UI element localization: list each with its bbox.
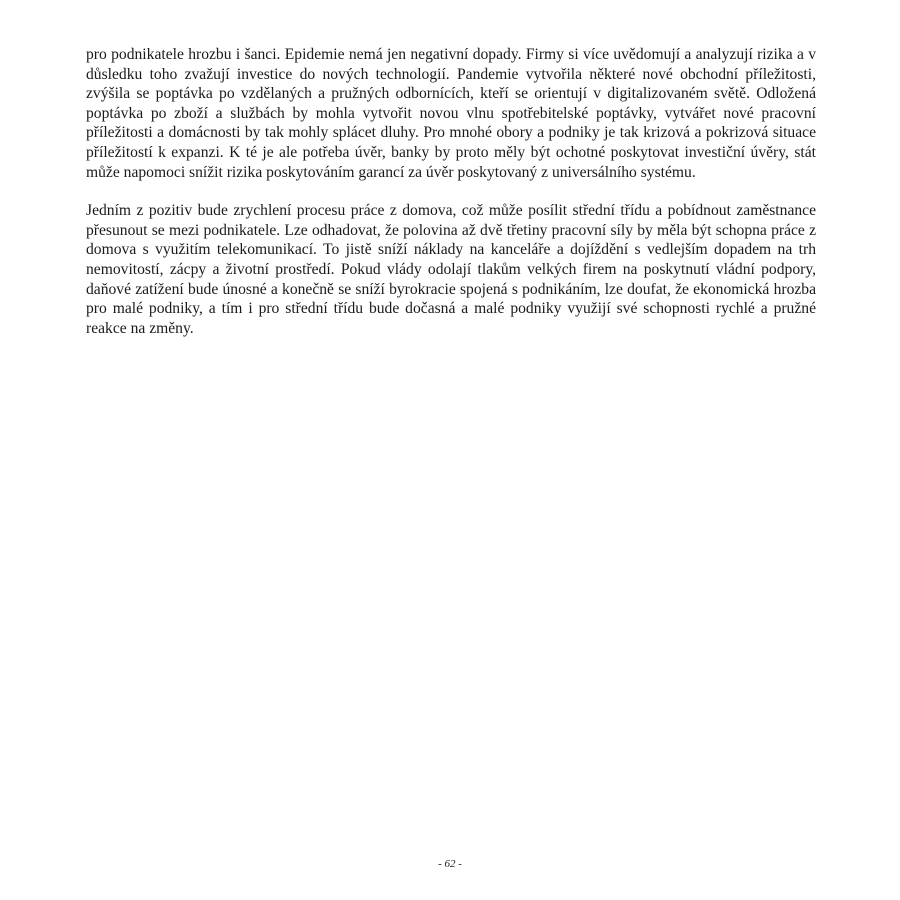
body-text xyxy=(86,45,816,338)
page-number: - 62 - xyxy=(438,858,462,870)
paragraph: pro podnikatele hrozbu i šanci. Epidemie nemá jen negativní dopady. Firmy si více uvědomují a analyzují rizika a v důsledku toho zvažují investice do nových technologií. Pandemie vytvořila některé nové obchodní příležitosti, zvýšila se poptávka po vzdělaných a pružných odbornících, kteří se orientují v digitalizovaném světě. Odložená poptávka po zboží a službách by mohla vytvořit novou vlnu spotřebitelské poptávky, vytvářet nové pracovní příležitosti a domácnosti by tak mohly splácet dluhy. Pro mnohé obory a podniky je tak krizová a pokrizová situace příležitostí k expanzi. K té je ale potřeba úvěr, banky by proto měly být ochotné poskytovat investiční úvěry, stát může napomoci snížit rizika poskytováním garancí za úvěr poskytovaný z universálního systému. xyxy=(86,46,816,181)
paragraph: Jedním z pozitiv bude zrychlení procesu práce z domova, což může posílit střední třídu a pobídnout zaměstnance přesunout se mezi podnikatele. Lze odhadovat, že polovina až dvě třetiny pracovní síly by měla být schopna práce z domova s využitím telekomunikací. To jistě sníží náklady na kanceláře a dojíždění s vedlejším dopadem na trh nemovitostí, zácpy a životní prostředí. Pokud vlády odolají tlakům velkých firem na poskytnutí vládní podpory, daňové zatížení bude únosné a konečně se sníží byrokracie spojená s podnikáním, lze doufat, že ekonomická hrozba pro malé podniky, a tím i pro střední třídu bude dočasná a malé podniky využijí své schopnosti rychlé a pružné reakce na změny. xyxy=(86,202,816,337)
